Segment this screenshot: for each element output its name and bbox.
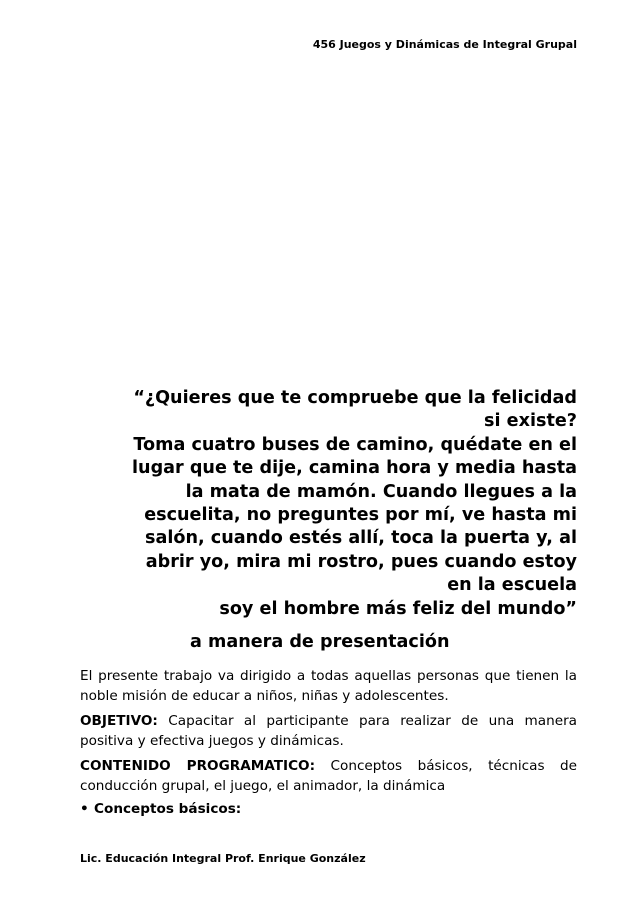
objetivo-text: Capacitar al participante para realizar de una manera [157, 713, 577, 729]
paragraph-line: positiva y efectiva juegos y dinámicas. [80, 733, 344, 749]
objetivo-paragraph [80, 711, 577, 751]
quote-line: abrir yo, mira mi rostro, pues cuando estoy [145, 551, 577, 572]
paragraph-line [80, 711, 577, 731]
quote-line: “¿Quieres que te compruebe que la felicidad [133, 388, 577, 408]
paragraph-line: El presente trabajo va dirigido a todas aquellas personas que tienen la [80, 668, 577, 684]
quote-line: escuelita, no preguntes por mí, ve hasta mi [144, 505, 577, 526]
quote-line: soy el hombre más feliz del mundo” [219, 598, 577, 619]
page-header: 456 Juegos y Dinámicas de Integral Grupal [312, 38, 577, 51]
paragraph-line: noble misión de educar a niños, niñas y adolescentes. [80, 688, 449, 704]
contenido-label: CONTENIDO PROGRAMATICO: [80, 758, 316, 774]
quote-line: en la escuela [447, 575, 577, 596]
quote-line: salón, cuando estés allí, toca la puerta y, al [145, 528, 577, 549]
quote-line: si existe? [484, 411, 577, 432]
bullet-text: Conceptos básicos: [94, 801, 242, 817]
quote-line: lugar que te dije, camina hora y media hasta [132, 458, 577, 479]
bullet-icon: • [80, 801, 89, 817]
bullet-item [80, 801, 241, 817]
intro-paragraph [80, 666, 577, 706]
objetivo-label: OBJETIVO: [80, 713, 158, 729]
epigraph-quote [80, 387, 577, 621]
paragraph-line [80, 756, 577, 776]
section-subtitle: a manera de presentación [190, 632, 450, 652]
quote-line: la mata de mamón. Cuando llegues a la [185, 481, 577, 502]
quote-line: Toma cuatro buses de camino, quédate en el [133, 434, 577, 455]
contenido-paragraph [80, 756, 577, 796]
page-footer: Lic. Educación Integral Prof. Enrique González [80, 852, 366, 865]
contenido-text: Conceptos básicos, técnicas de [315, 758, 577, 774]
paragraph-line: conducción grupal, el juego, el animador, la dinámica [80, 778, 446, 794]
